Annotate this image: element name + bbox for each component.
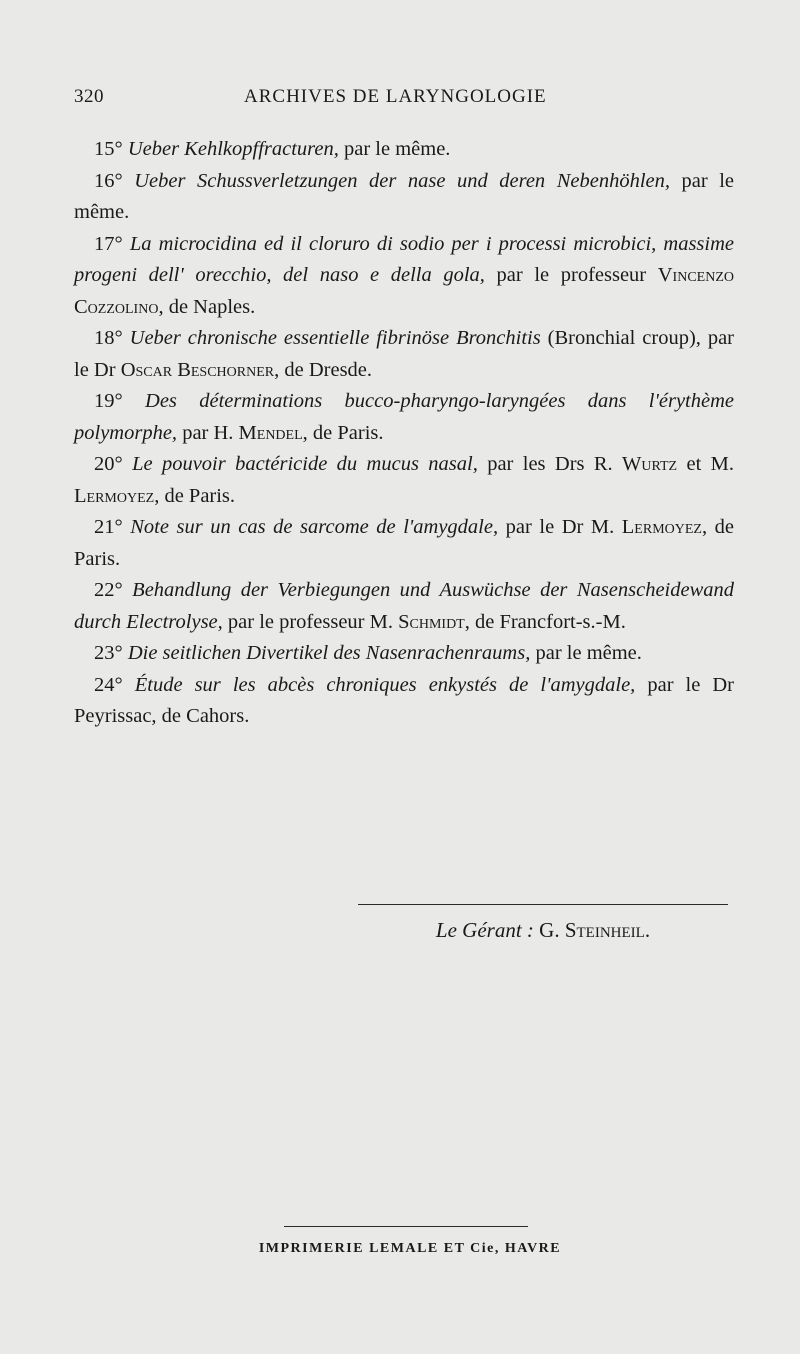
signature-rule [358,904,728,905]
list-item: 22° Behandlung der Verbiegungen und Auswüchse der Nasenscheidewand durch Electrolyse, par le professeur M. Schmidt, de Francfort-s.-M. [74,579,735,633]
list-item: 19° Des déterminations bucco-pharyngo-laryngées dans l'érythème polymorphe, par H. Mendel, de Paris. [74,390,734,444]
list-item: 17° La microcidina ed il cloruro di sodio per i processi microbici, massime progeni dell' orecchio, del naso e della gola, par le professeur Vincenzo Cozzolino, de Naples. [74,232,735,318]
list-item: 24° Étude sur les abcès chroniques enkystés de l'amygdale, par le Dr Peyrissac, de Cahors. [74,673,735,727]
signature-label: Le Gérant : [435,918,534,942]
list-item: 15° Ueber Kehlkopffracturen, par le même. [94,138,451,160]
page-number: 320 [74,86,104,107]
list-item: 18° Ueber chronische essentielle fibrinöse Bronchitis (Bronchial croup), par le Dr Oscar Beschorner, de Dresde. [74,327,735,381]
list-item: 16° Ueber Schussverletzungen der nase und deren Nebenhöhlen, par le même. [74,169,734,223]
list-item: 20° Le pouvoir bactéricide du mucus nasal, par les Drs R. Wurtz et M. Lermoyez, de Paris. [74,453,734,507]
imprint-rule [284,1226,528,1227]
list-item: 23° Die seitlichen Divertikel des Nasenrachenraums, par le même. [94,642,642,664]
signature-name: Steinheil. [564,918,651,942]
printer-imprint: IMPRIMERIE LEMALE ET Cie, HAVRE [258,1241,562,1256]
running-title: ARCHIVES DE LARYNGOLOGIE [244,86,547,107]
list-item: 21° Note sur un cas de sarcome de l'amygdale, par le Dr M. Lermoyez, de Paris. [74,516,734,570]
page-header [74,86,738,122]
bibliography-list [74,134,734,733]
signature-line: Le Gérant : G. Steinheil. [435,918,651,942]
